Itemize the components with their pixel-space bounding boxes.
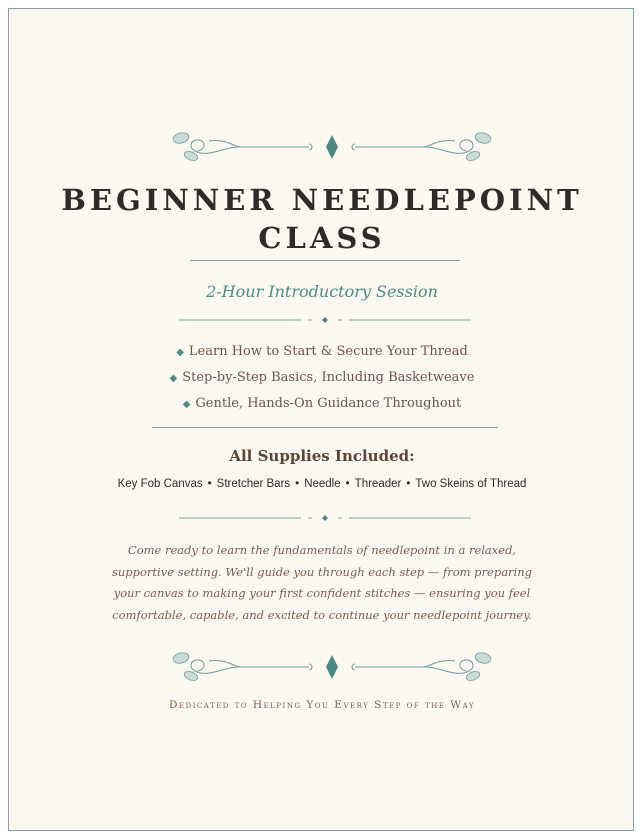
flyer-page: [8, 8, 634, 831]
bullet-separator-icon: •: [406, 478, 411, 490]
bullet-separator-icon: •: [207, 478, 212, 490]
supplies-list: [9, 478, 635, 490]
page-title: BEGINNER NEEDLEPOINT CLASS: [61, 183, 583, 255]
supply-item: Key Fob Canvas: [117, 478, 203, 490]
bottom-flourish-ornament: [169, 649, 495, 683]
section-divider-line: [152, 427, 498, 428]
supply-item: Two Skeins of Thread: [415, 478, 527, 490]
footer-tagline: Dedicated to Helping You Every Step of the Way: [169, 699, 475, 711]
small-divider: [179, 510, 471, 520]
small-divider: [179, 312, 471, 322]
diamond-divider-icon: [179, 315, 471, 325]
title-underline: [190, 260, 460, 261]
description-paragraph: Come ready to learn the fundamentals of needlepoint in a relaxed, supportive setting. We'll guide you through each step — from preparing your canvas to making your first confident stitches — ensuring you feel comfortable, capable, and excited to continue your needlepoint journey.: [111, 543, 533, 622]
bullet-separator-icon: •: [295, 478, 300, 490]
diamond-bullet-icon: ◆: [176, 347, 184, 358]
list-item: ◆ Learn How to Start & Secure Your Thread: [176, 344, 468, 359]
supply-item: Needle: [304, 478, 341, 490]
bullet-separator-icon: •: [345, 478, 350, 490]
feature-list: [9, 339, 635, 417]
diamond-bullet-icon: ◆: [182, 399, 191, 410]
diamond-divider-icon: [179, 513, 471, 523]
supply-item: Threader: [354, 478, 402, 490]
list-item: ◆ Step-by-Step Basics, Including Basketweave: [169, 370, 475, 385]
flourish-icon: [169, 649, 495, 683]
top-flourish-ornament: [169, 129, 495, 163]
diamond-bullet-icon: ◆: [169, 373, 178, 384]
list-item: ◆ Gentle, Hands-On Guidance Throughout: [182, 396, 462, 411]
subtitle: 2-Hour Introductory Session: [206, 282, 438, 301]
supply-item: Stretcher Bars: [216, 478, 291, 490]
supplies-heading: All Supplies Included:: [229, 447, 415, 465]
flourish-icon: [169, 129, 495, 163]
